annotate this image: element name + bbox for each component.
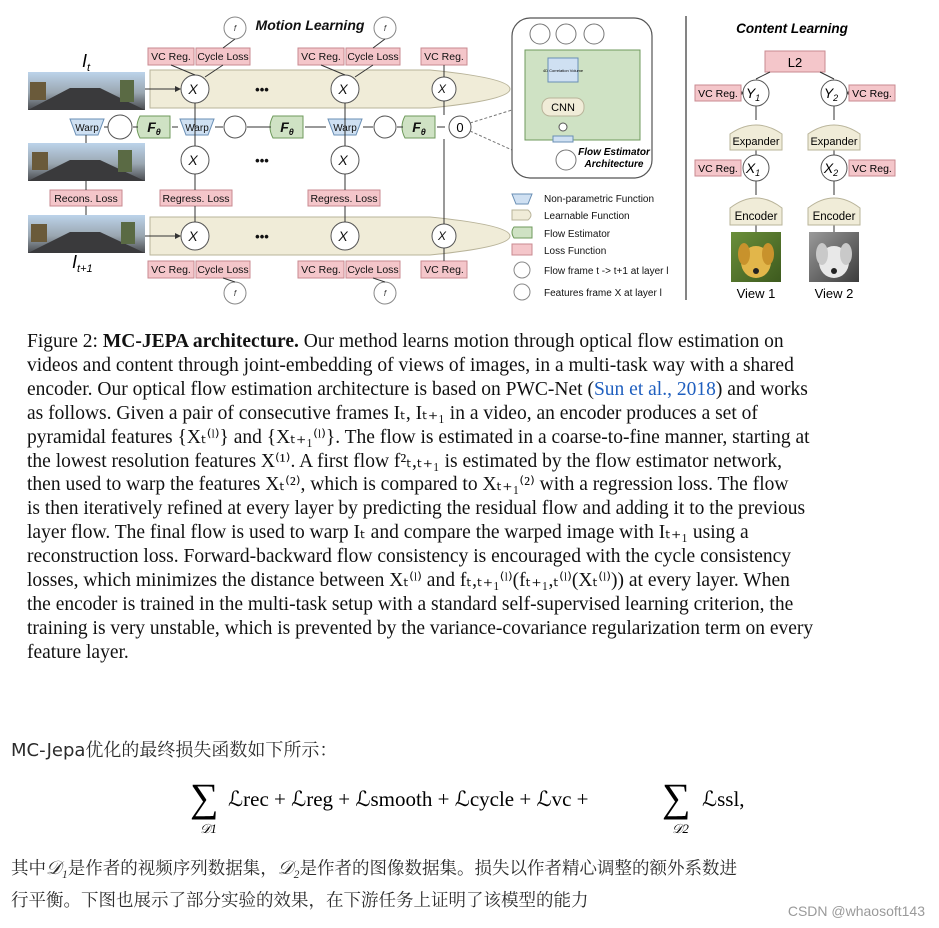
flow-estimator-block: $F_\theta$ (147, 119, 161, 137)
warp-block: Warp (75, 123, 99, 134)
ellipsis-dots: ••• (255, 229, 269, 244)
legend-item: Flow frame t -> t+1 at layer l (544, 266, 669, 277)
cycle-loss-box: Cycle Loss (197, 51, 249, 63)
caption-line: Figure 2: MC-JEPA architecture. Our method learns motion through optical flow estimation on (27, 331, 784, 352)
legend-item: Loss Function (544, 246, 607, 257)
ellipsis-dots: ••• (255, 82, 269, 97)
svg-text:X: X (437, 82, 447, 96)
svg-text:X1: $X_1$ (745, 160, 761, 178)
regress-loss-box: Regress. Loss (310, 193, 378, 205)
recons-loss-box: Recons. Loss (54, 193, 118, 205)
caption-line: is then iteratively refined at every layer by predicting the residual flow and adding it to the previous (27, 498, 806, 520)
caption-line: as follows. Given a pair of consecutive frames Iₜ, Iₜ₊₁ in a video, an encoder produces a set of (27, 402, 758, 424)
svg-text:X: X (437, 229, 447, 243)
caption-line: training is very unstable, which is prevented by the variance-covariance regularization term on every (27, 617, 814, 639)
vc-reg-box: VC Reg. (301, 264, 341, 276)
caption-line: then used to warp the features Xₜ⁽²⁾, which is compared to Xₜ₊₁⁽²⁾ with a regression loss. The flow (27, 474, 789, 496)
frame-it-image (28, 72, 145, 110)
expander-block: Expander (810, 136, 858, 148)
legend-item: Learnable Function (544, 211, 630, 222)
csdn-watermark: CSDN @whaosoft143 (787, 903, 925, 919)
blog-paragraph: 其中𝒟₁是作者的视频序列数据集，𝒟₂是作者的图像数据集。损失以作者精心调整的额外系数进 行平衡。下图也展示了部分实验的效果，在下游任务上证明了该模型的能力 (11, 858, 738, 911)
svg-text:∑: ∑ (662, 775, 691, 820)
svg-text:𝒟1: 𝒟1 (200, 821, 217, 836)
view2-label: View 2 (814, 286, 854, 301)
vc-reg-box: VC Reg. (151, 264, 191, 276)
regress-loss-box: Regress. Loss (162, 193, 230, 205)
caption-line: layer flow. The final flow is used to warp Iₜ and compare the warped image with Iₜ₊₁ using a (27, 522, 749, 544)
cycle-loss-box: Cycle Loss (197, 264, 249, 276)
y2-node: $Y_2$ (823, 85, 839, 103)
svg-text:𝒟2: 𝒟2 (672, 821, 689, 836)
legend-item: Features frame X at layer l (544, 288, 662, 299)
caption-line: feature layer. (27, 641, 129, 663)
caption-line: pyramidal features {Xₜ⁽ˡ⁾} and {Xₜ₊₁⁽ˡ⁾}. The flow is estimated in a coarse-to-fine manner, starting at (27, 426, 810, 448)
correlation-volume: 4D Correlation Volume (542, 68, 584, 73)
frame-warped-image (28, 143, 145, 181)
caption-line: losses, which minimizes the distance between Xₜ⁽ˡ⁾ and fₜ,ₜ₊₁⁽ˡ⁾(fₜ₊₁,ₜ⁽ˡ⁾(Xₜ⁽ˡ⁾)) at every layer. When (27, 570, 790, 592)
vc-reg-box: VC Reg. (301, 51, 341, 63)
content-learning-title: Content Learning (736, 21, 848, 36)
cnn-block: CNN (551, 102, 575, 114)
svg-text:X: X (188, 81, 198, 97)
caption-line: the lowest resolution features X⁽¹⁾. A first flow f²ₜ,ₜ₊₁ is estimated by the flow estimator network, (27, 450, 782, 472)
legend (512, 194, 669, 300)
flow-estimator-block: $F_\theta$ (412, 119, 426, 137)
vc-reg-box: VC Reg. (698, 88, 738, 100)
vc-reg-box: VC Reg. (852, 88, 892, 100)
encoder-block: Encoder (812, 211, 856, 223)
svg-text:X: X (338, 81, 348, 97)
caption-line: encoder. Our optical flow estimation architecture is based on PWC-Net (Sun et al., 2018) and works (27, 378, 808, 400)
svg-text:f: f (383, 289, 387, 298)
encoder-block: Encoder (734, 211, 778, 223)
legend-item: Non-parametric Function (544, 194, 655, 205)
frame-it1-label: $I_{t+1}$ (72, 252, 93, 275)
vc-reg-box: VC Reg. (698, 163, 738, 175)
svg-text:X: X (188, 152, 198, 168)
flow-estimator-caption: Flow Estimator (578, 147, 650, 158)
figure-caption (27, 330, 897, 665)
cycle-loss-box: Cycle Loss (347, 51, 399, 63)
ellipsis-dots: ••• (255, 153, 269, 168)
zero-flow-node: 0 (456, 120, 464, 135)
formula-tail: ℒssl, (702, 787, 745, 811)
svg-text:X: X (188, 228, 198, 244)
svg-text:f: f (233, 289, 237, 298)
caption-title: MC-JEPA architecture. (102, 331, 299, 352)
flow-estimator-block: $F_\theta$ (280, 119, 294, 137)
svg-text:∑: ∑ (190, 775, 219, 820)
caption-line: the encoder is trained in the multi-task setup with a standard self-supervised learning criterion, the (27, 593, 794, 615)
view1-label: View 1 (736, 286, 776, 301)
svg-text:X2: $X_2$ (823, 160, 839, 178)
legend-item: Flow Estimator (544, 229, 611, 240)
cycle-loss-box: Cycle Loss (347, 264, 399, 276)
caption-line: reconstruction loss. Forward-backward flow consistency is encouraged with the cycle consistency (27, 546, 792, 568)
architecture-figure (0, 0, 939, 310)
flow-estimator-architecture-panel (512, 18, 652, 178)
motion-learning-title: Motion Learning (255, 17, 365, 33)
caption-line: videos and content through joint-embedding of views of images, in a multi-task way with a shared (27, 354, 794, 376)
frame-it1-image (28, 215, 145, 253)
loss-formula (0, 775, 939, 839)
warp-block: Warp (333, 123, 357, 134)
vc-reg-box: VC Reg. (852, 163, 892, 175)
vc-reg-box: VC Reg. (424, 51, 464, 63)
vc-reg-box: VC Reg. (424, 264, 464, 276)
formula-body: ℒrec + ℒreg + ℒsmooth + ℒcycle + ℒvc + (228, 787, 589, 811)
view1-image (731, 232, 781, 282)
frame-it-label: $I_t$ (82, 51, 91, 74)
blog-heading: MC-Jepa优化的最终损失函数如下所示： (11, 740, 338, 761)
svg-text:X: X (338, 228, 348, 244)
svg-text:f: f (233, 24, 237, 33)
expander-block: Expander (732, 136, 780, 148)
view2-image (809, 232, 859, 282)
svg-text:f: f (383, 24, 387, 33)
svg-text:X: X (338, 152, 348, 168)
vc-reg-box: VC Reg. (151, 51, 191, 63)
warp-block: Warp (185, 123, 209, 134)
citation-link[interactable]: Sun et al., 2018 (593, 378, 716, 400)
y1-node: $Y_1$ (745, 85, 761, 103)
svg-text:Architecture: Architecture (584, 159, 644, 170)
l2-loss-box: L2 (787, 55, 803, 70)
